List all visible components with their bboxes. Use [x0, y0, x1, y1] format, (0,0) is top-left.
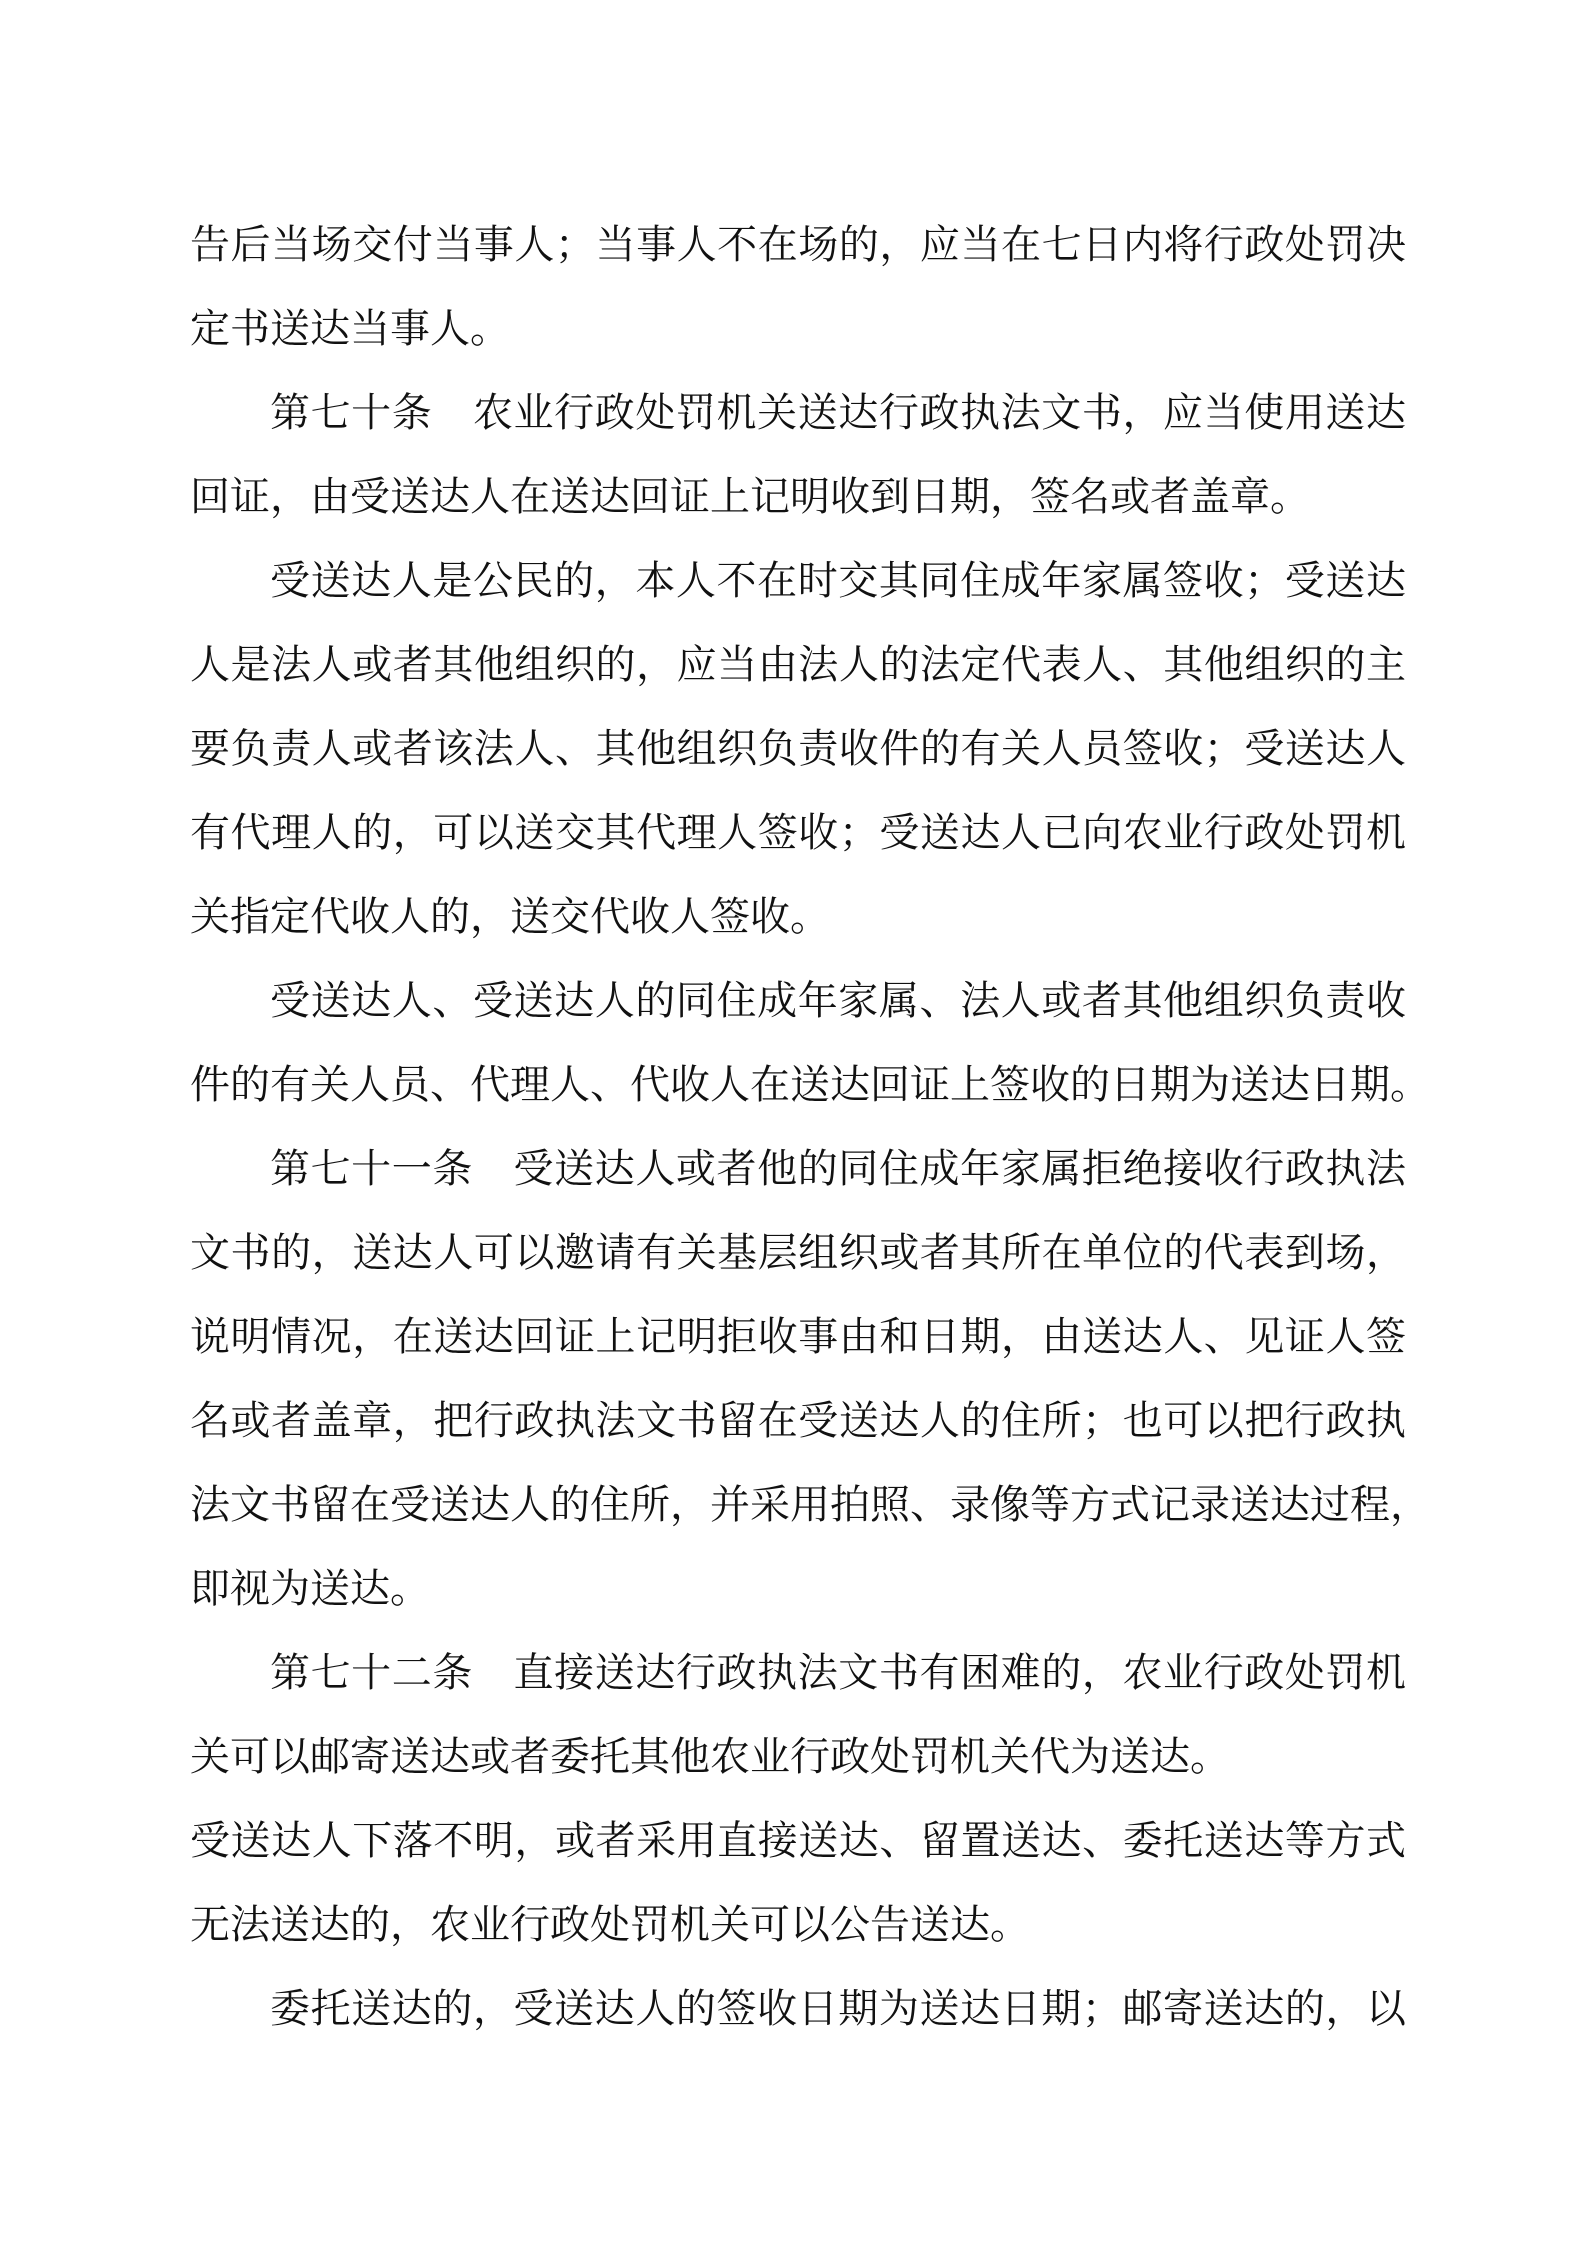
text-line: 受送达人、受送达人的同住成年家属、法人或者其他组织负责收	[270, 978, 1406, 1024]
text-line: 要负责人或者该法人、其他组织负责收件的有关人员签收；受送达人	[190, 726, 1406, 772]
text-line: 关指定代收人的，送交代收人签收。	[190, 894, 830, 940]
text-line: 文书的，送达人可以邀请有关基层组织或者其所在单位的代表到场，	[190, 1230, 1406, 1276]
text-line: 受送达人下落不明，或者采用直接送达、留置送达、委托送达等方式	[190, 1818, 1406, 1864]
text-line: 法文书留在受送达人的住所，并采用拍照、录像等方式记录送达过程，	[190, 1482, 1430, 1528]
text-line: 委托送达的，受送达人的签收日期为送达日期；邮寄送达的，以	[270, 1986, 1406, 2032]
text-line: 件的有关人员、代理人、代收人在送达回证上签收的日期为送达日期。	[190, 1062, 1430, 1108]
article-71-heading-line: 第七十一条 受送达人或者他的同住成年家属拒绝接收行政执法	[270, 1146, 1406, 1192]
text-line: 回证，由受送达人在送达回证上记明收到日期，签名或者盖章。	[190, 474, 1310, 520]
document-body	[190, 203, 1430, 2051]
text-line: 告后当场交付当事人；当事人不在场的，应当在七日内将行政处罚决	[190, 222, 1406, 268]
article-72-heading-line: 第七十二条 直接送达行政执法文书有困难的，农业行政处罚机	[270, 1650, 1406, 1696]
article-70-heading-line: 第七十条 农业行政处罚机关送达行政执法文书，应当使用送达	[270, 390, 1406, 436]
text-line: 人是法人或者其他组织的，应当由法人的法定代表人、其他组织的主	[190, 642, 1406, 688]
text-line: 关可以邮寄送达或者委托其他农业行政处罚机关代为送达。	[190, 1734, 1230, 1780]
text-line: 即视为送达。	[190, 1566, 430, 1612]
text-line: 名或者盖章，把行政执法文书留在受送达人的住所；也可以把行政执	[190, 1398, 1406, 1444]
text-line: 定书送达当事人。	[190, 306, 510, 352]
text-line: 说明情况，在送达回证上记明拒收事由和日期，由送达人、见证人签	[190, 1314, 1406, 1360]
text-line: 受送达人是公民的，本人不在时交其同住成年家属签收；受送达	[270, 558, 1406, 604]
text-line: 有代理人的，可以送交其代理人签收；受送达人已向农业行政处罚机	[190, 810, 1406, 856]
text-line: 无法送达的，农业行政处罚机关可以公告送达。	[190, 1902, 1030, 1948]
